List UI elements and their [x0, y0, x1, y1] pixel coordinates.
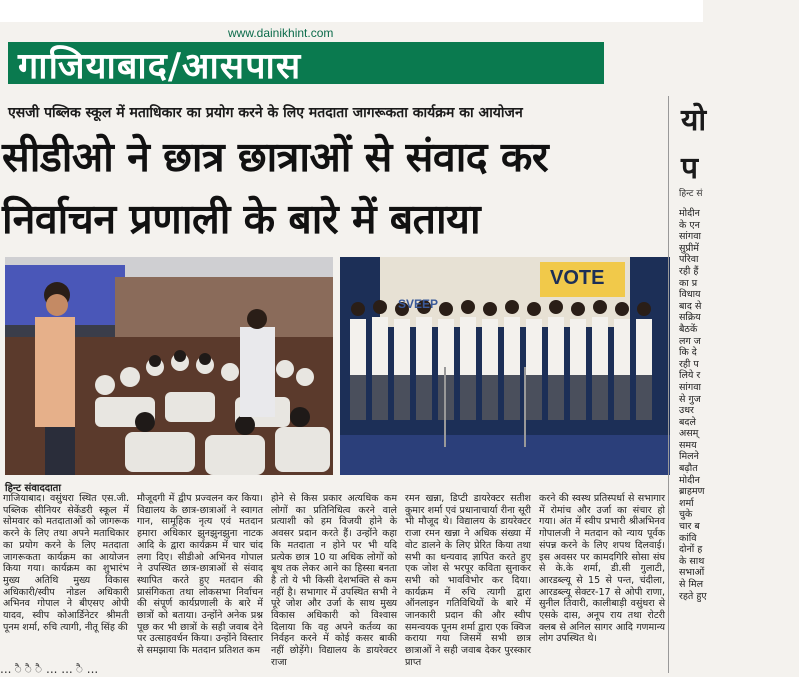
side-story-line: उधर — [679, 405, 694, 417]
side-story-line: सभाओं — [679, 567, 705, 579]
side-story-line: से मिल — [679, 579, 704, 590]
side-story-line: समय — [679, 439, 697, 451]
stage-scene — [340, 257, 670, 475]
side-story-line: रही प — [679, 358, 699, 370]
side-story-line: रही हैं — [679, 265, 699, 277]
photo-auditorium — [5, 257, 333, 475]
side-story-line: सांगवा — [679, 231, 701, 243]
side-story-text — [679, 208, 799, 602]
side-story-line: सांगवा — [679, 381, 701, 393]
article-subheadline: एसजी पब्लिक स्कूल में मताधिकार का प्रयोग करने के लिए मतदाता जागरूकता कार्यक्रम का आयोजन — [8, 105, 523, 121]
article-column-1: गाजियाबाद। वसुंधरा स्थित एस.जी. पब्लिक सीनियर सेकेंडरी स्कूल में सोमवार को मतदाताओं को जागरूक करने के लिए तथा अपने मताधिकार का प्रयोग करने के लिए मतदाता जागरूकता कार्यक्रम का आयोजन किया गया। कार्यक्रम का शुभारंभ मुख्य अतिथि मुख्य विकास अधिकारी/स्वीप नोडल अधिकारी अभिनव गोपाल ने बीएसए ओपी यादव, स्वीप कोआर्डिनेटर श्रीमती पूनम शर्मा, रुचि त्यागी, नीतू सिंह की — [3, 493, 129, 633]
side-story-line: बाद से — [679, 300, 702, 312]
side-story-line: परिवा — [679, 254, 699, 266]
article-headline-line2: निर्वाचन प्रणाली के बारे में बताया — [2, 195, 481, 243]
side-headline-line2: प — [681, 151, 699, 186]
article-column-3: होने से किस प्रकार अत्यधिक कम लोगों का प्रतिनिधित्व करने वाले प्रत्याशी को हम विजयी होने के अवसर प्रदान करते हैं। उन्होंने कहा कि मतदाता न होने पर भी यदि प्रत्येक छात्र 10 या अधिक लोगों को बूथ तक लेकर आने का हिस्सा बनता है तो ये भी किसी देशभक्ति से कम नहीं है। सभागार में उपस्थित सभी ने पूरे जोश और उर्जा के साथ मुख्य विकास अधिकारी को विश्वास दिलाया कि वह अपने कर्तव्य का निर्वहन करने में कोई कसर बाकी नहीं छोड़ेंगे। विद्यालय के डायरेक्टर राजा — [271, 493, 397, 668]
side-headline-line1: यो — [681, 103, 707, 138]
side-story-line: के एन — [679, 219, 700, 231]
side-story-line: से गुज — [679, 393, 701, 405]
side-story-line: चार ब — [679, 521, 700, 533]
side-story-line: कि दे — [679, 347, 697, 359]
section-title: गाजियाबाद/आसपास — [18, 46, 302, 87]
top-margin — [0, 0, 703, 22]
side-story-line: बैठकें — [679, 323, 698, 335]
side-byline: हिन्ट सं — [679, 189, 703, 199]
side-story-line: शर्मा — [679, 497, 694, 509]
side-story-line: असम् — [679, 428, 699, 440]
site-url[interactable]: www.dainikhint.com — [228, 26, 334, 40]
article-column-5: करने की स्वस्थ प्रतिस्पर्धा से सभागार में रोमांच और उर्जा का संचार हो गया। अंत में स्वीप प्रभारी श्रीअभिनव गोपालजी ने मतदान को न्याय पूर्वक संपन्न करने के लिए शपथ दिलवाई। इस अवसर पर कामदगिरि सोसा संघ से के.के शर्मा, डी.सी गुलाटी, आरडब्ल्यू से 15 से पन्त, चंदीला, आरडब्ल्यू सेक्टर-17 से ओपी राणा, सुनील तिवारी, कालीबाड़ी वसुंधरा से एसके दास, अनूप राय तथा रोटरी क्लब से अनिल सागर आदि गणमान्य लोग उपस्थित थे। — [539, 493, 665, 645]
side-story-line: बढ़ौत — [679, 463, 698, 475]
article-headline-line1: सीडीओ ने छात्र छात्राओं से संवाद कर — [2, 133, 549, 181]
side-story-line: कांवि — [679, 532, 697, 544]
side-story-line: का प्र — [679, 277, 698, 289]
side-story-line: विधाय — [679, 289, 701, 301]
photo-stage-students — [340, 257, 670, 475]
side-story-line: के साथ — [679, 555, 705, 567]
article-column-2: मौजूदगी में द्वीप प्रज्वलन कर किया। विद्यालय के छात्र-छात्राओं ने स्वागत गान, सामूहिक नृत्य एवं मतदान हमारा अधिकार झुनझुनझुना नाटक आदि के द्वारा कार्यक्रम में चार चांद लगा दिए। सीडीओ अभिनव गोपाल ने उपस्थित छात्र-छात्राओं से संवाद स्थापित करते हुए मतदान की प्रासंगिकता तथा लोकसभा निर्वाचन की संपूर्ण कार्यप्रणाली के बारे में छात्रों को बताया। उन्होंने अनेक प्रश्न पूछ कर भी छात्रों के सही जवाब देने पर उत्साहवर्धन किया। उन्होंने विस्तार से समझाया कि मतदान प्रतिशत कम — [137, 493, 263, 657]
auditorium-scene — [5, 257, 333, 475]
vote-sign: VOTE — [550, 267, 605, 289]
side-story-line: चुके — [679, 509, 693, 521]
side-story — [669, 98, 707, 673]
side-story-line: लग ज — [679, 335, 701, 347]
article-byline: हिन्ट संवाददाता — [5, 483, 61, 494]
article-column-4: रमन खन्ना, डिप्टी डायरेक्टर सतीश कुमार शर्मा एवं प्रधानाचार्या रीना सूरी भी मौजूद थे। विद्यालय के डायरेक्टर राजा रमन खन्ना ने अधिक संख्या में वोट डालने के लिए प्रेरित किया तथा सभी का धन्यवाद ज्ञापित करते हुए एक जोश से भरपूर कविता सुनाकर सभी को भावविभोर कर दिया। कार्यक्रम में रुचि त्यागी द्वारा ऑनलाइन गतिविधियों के बारे में जानकारी प्रदान की और स्वीप समन्वयक पूनम शर्मा द्वारा एक क्विज कराया गया जिसमें सभी छात्र छात्राओं ने सही जवाब देकर पुरस्कार प्राप्त — [405, 493, 531, 668]
side-story-line: मिलने — [679, 451, 699, 463]
sweep-banner-text: SVEEP — [398, 297, 439, 311]
side-story-line: मोदीन — [679, 208, 700, 219]
side-story-line: रहते हुए — [679, 590, 707, 602]
side-story-line: लिये र — [679, 370, 701, 382]
side-story-line: दोनों ह — [679, 544, 703, 556]
side-story-line: सक्रिय — [679, 312, 701, 324]
side-story-line: सुप्रीमें — [679, 242, 699, 254]
side-story-line: ब्राहमण — [679, 486, 705, 498]
side-story-line: बदले — [679, 416, 696, 428]
next-article-cut: ... ै ै ै ... ... ै ... — [0, 662, 99, 676]
side-story-line: मोदीन — [679, 474, 700, 486]
